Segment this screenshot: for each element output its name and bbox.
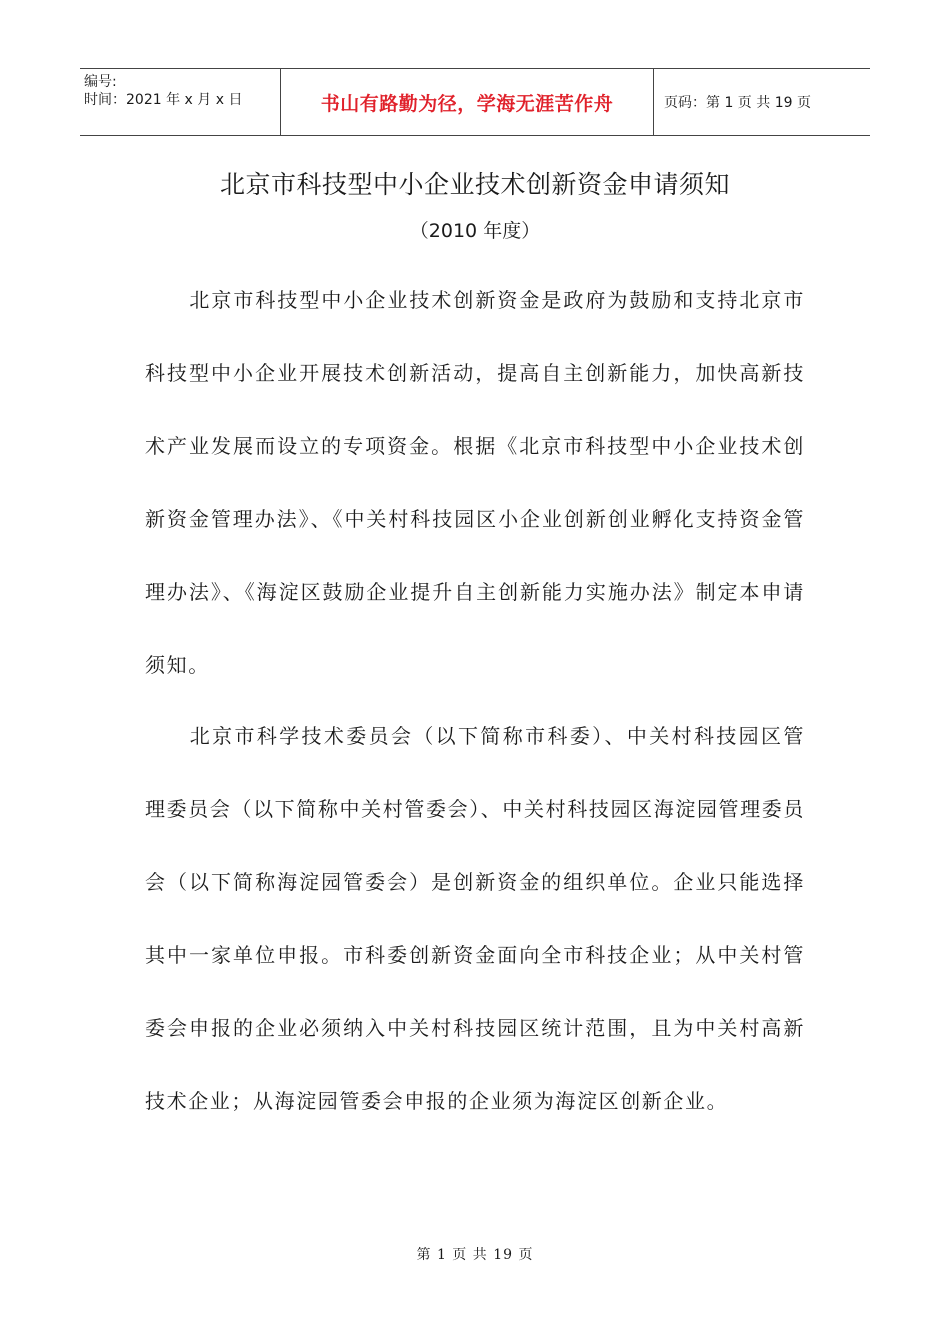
- document-date-label: 时间：2021 年 x 月 x 日: [84, 92, 243, 108]
- document-number-label: 编号:: [84, 74, 117, 90]
- header-page-cell: [654, 69, 870, 135]
- header-page-info: 页码：第 1 页 共 19 页: [664, 95, 811, 111]
- body-paragraph-1: [145, 264, 805, 702]
- header-meta-cell: [80, 69, 281, 135]
- header-table: [80, 68, 870, 136]
- header-motto-cell: [281, 69, 654, 135]
- document-subtitle: （2010 年度）: [409, 220, 541, 242]
- body-paragraph-2: [145, 700, 805, 1138]
- page-footer: 第 1 页 共 19 页: [416, 1247, 534, 1263]
- document-title: 北京市科技型中小企业技术创新资金申请须知: [219, 170, 730, 199]
- header-motto: 书山有路勤为径，学海无涯苦作舟: [320, 92, 614, 115]
- paragraph-text: 北京市科学技术委员会（以下简称市科委）、中关村科技园区管理委员会（以下简称中关村管委会）、中关村科技园区海淀园管理委员会（以下简称海淀园管委会）是创新资金的组织单位。企业只能选择其中一家单位申报。市科委创新资金面向全市科技企业；从中关村管委会申报的企业必须纳入中关村科技园区统计范围，且为中关村高新技术企业；从海淀园管委会申报的企业须为海淀区创新企业。: [145, 724, 805, 1113]
- paragraph-text: 北京市科技型中小企业技术创新资金是政府为鼓励和支持北京市科技型中小企业开展技术创新活动，提高自主创新能力，加快高新技术产业发展而设立的专项资金。根据《北京市科技型中小企业技术创新资金管理办法》、《中关村科技园区小企业创新创业孵化支持资金管理办法》、《海淀区鼓励企业提升自主创新能力实施办法》制定本申请须知。: [145, 288, 805, 677]
